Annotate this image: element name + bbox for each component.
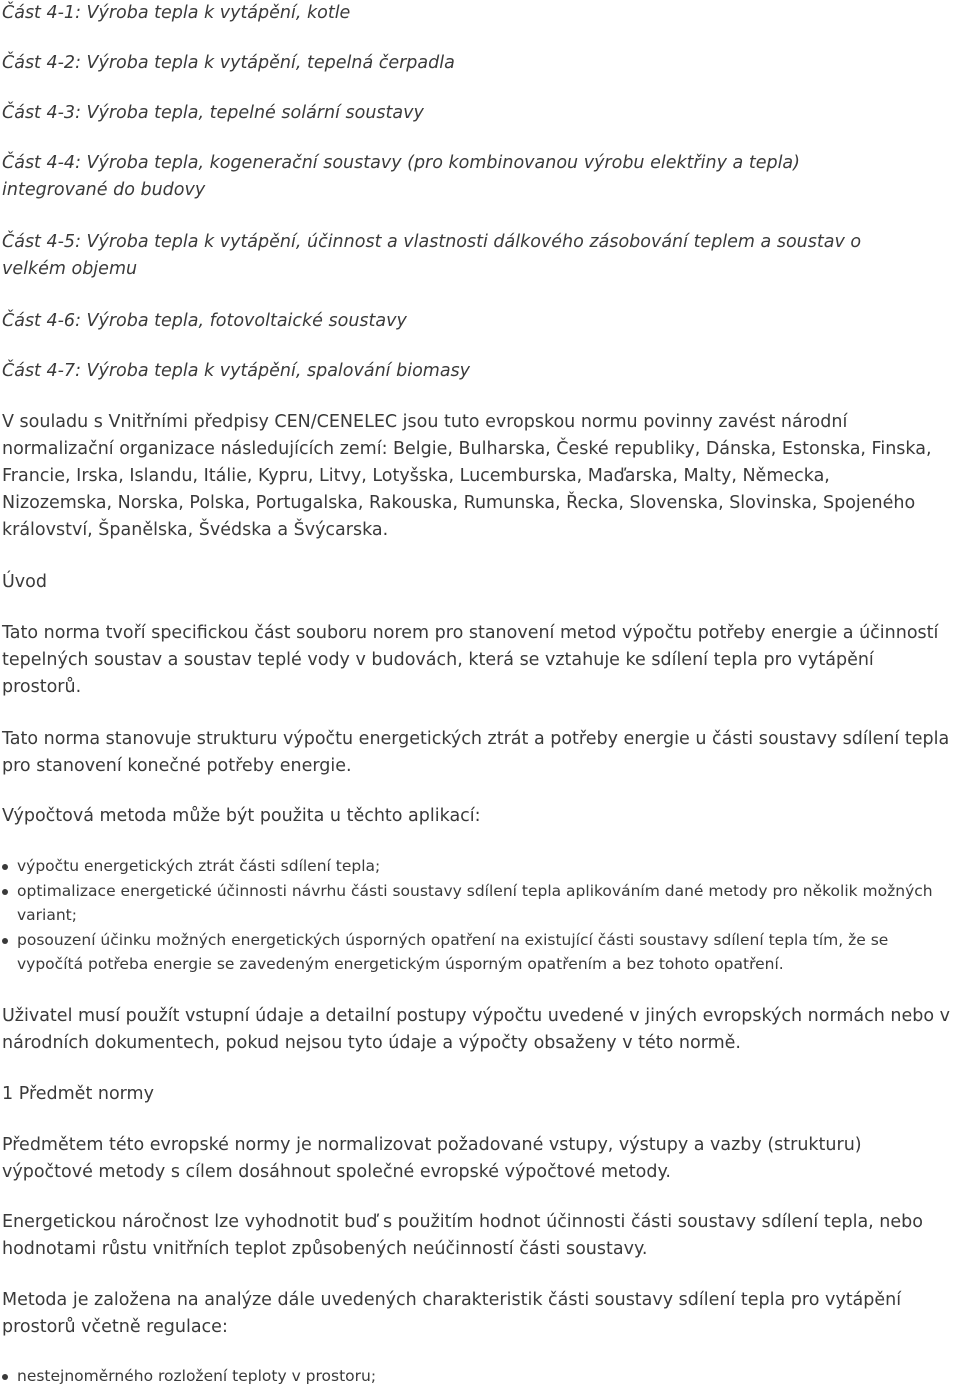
cen-paragraph: V souladu s Vnitřními předpisy CEN/CENELEC jsou tuto evropskou normu povinny zavést národní normalizační organizace následujících zemí: Belgie, Bulharska, České republiky, Dánska, Estonska, Finska, Francie, Irska, Islandu, Itálie, Kypru, Litvy, Lotyšska, Lucemburska, Maďarska, Malty, Německa, Nizozemska, Norska, Polska, Portugalska, Rakouska, Rumunska, Řecka, Slovenska, Slovinska, Spojeného království, Španělska, Švédska a Švýcarska.: [2, 412, 932, 540]
part-4-5: Část 4-5: Výroba tepla k vytápění, účinnost a vlastnosti dálkového zásobování teplem a soustav o velkém objemu: [2, 232, 862, 279]
section-1-bullet-list: [2, 1364, 952, 1389]
part-4-1: Část 4-1: Výroba tepla k vytápění, kotle: [2, 3, 351, 23]
part-4-6: Část 4-6: Výroba tepla, fotovoltaické soustavy: [2, 311, 407, 331]
list-item: posouzení účinku možných energetických úsporných opatření na existující části soustavy sdílení tepla tím, že se vypočítá potřeba energie se zavedeným energetickým úsporným opatřením a bez tohoto opatření.: [2, 928, 952, 977]
part-4-2: Část 4-2: Výroba tepla k vytápění, tepelná čerpadla: [2, 53, 455, 73]
section-1-heading: 1 Předmět normy: [2, 1084, 154, 1104]
method-bullet-list: [2, 854, 952, 977]
list-item: výpočtu energetických ztrát části sdílení tepla;: [2, 854, 952, 879]
intro-paragraph-1: Tato norma tvoří specifickou část souboru norem pro stanovení metod výpočtu potřeby energie a účinností tepelných soustav a soustav teplé vody v budovách, která se vztahuje ke sdílení tepla pro vytápění prostorů.: [2, 623, 939, 697]
list-item: nestejnoměrného rozložení teploty v prostoru;: [2, 1364, 952, 1389]
part-4-3: Část 4-3: Výroba tepla, tepelné solární soustavy: [2, 103, 424, 123]
section-1-paragraph-3: Metoda je založena na analýze dále uvedených charakteristik části soustavy sdílení tepla pro vytápění prostorů včetně regulace:: [2, 1290, 902, 1337]
part-4-4: Část 4-4: Výroba tepla, kogenerační soustavy (pro kombinovanou výrobu elektřiny a tepla) integrované do budovy: [2, 153, 800, 200]
intro-heading: Úvod: [2, 572, 47, 592]
section-1-paragraph-1: Předmětem této evropské normy je normalizovat požadované vstupy, výstupy a vazby (strukturu) výpočtové metody s cílem dosáhnout společné evropské výpočtové metody.: [2, 1135, 862, 1182]
user-paragraph: Uživatel musí použít vstupní údaje a detailní postupy výpočtu uvedené v jiných evropských normách nebo v národních dokumentech, pokud nejsou tyto údaje a výpočty obsaženy v této normě.: [2, 1006, 950, 1053]
section-1-paragraph-2: Energetickou náročnost lze vyhodnotit buď s použitím hodnot účinnosti části soustavy sdílení tepla, nebo hodnotami růstu vnitřních teplot způsobených neúčinností části soustavy.: [2, 1212, 923, 1259]
intro-paragraph-2: Tato norma stanovuje strukturu výpočtu energetických ztrát a potřeby energie u části soustavy sdílení tepla pro stanovení konečné potřeby energie.: [2, 729, 950, 776]
method-lead: Výpočtová metoda může být použita u těchto aplikací:: [2, 806, 481, 826]
list-item: optimalizace energetické účinnosti návrhu části soustavy sdílení tepla aplikováním dané metody pro několik možných variant;: [2, 879, 952, 928]
part-4-7: Část 4-7: Výroba tepla k vytápění, spalování biomasy: [2, 361, 471, 381]
